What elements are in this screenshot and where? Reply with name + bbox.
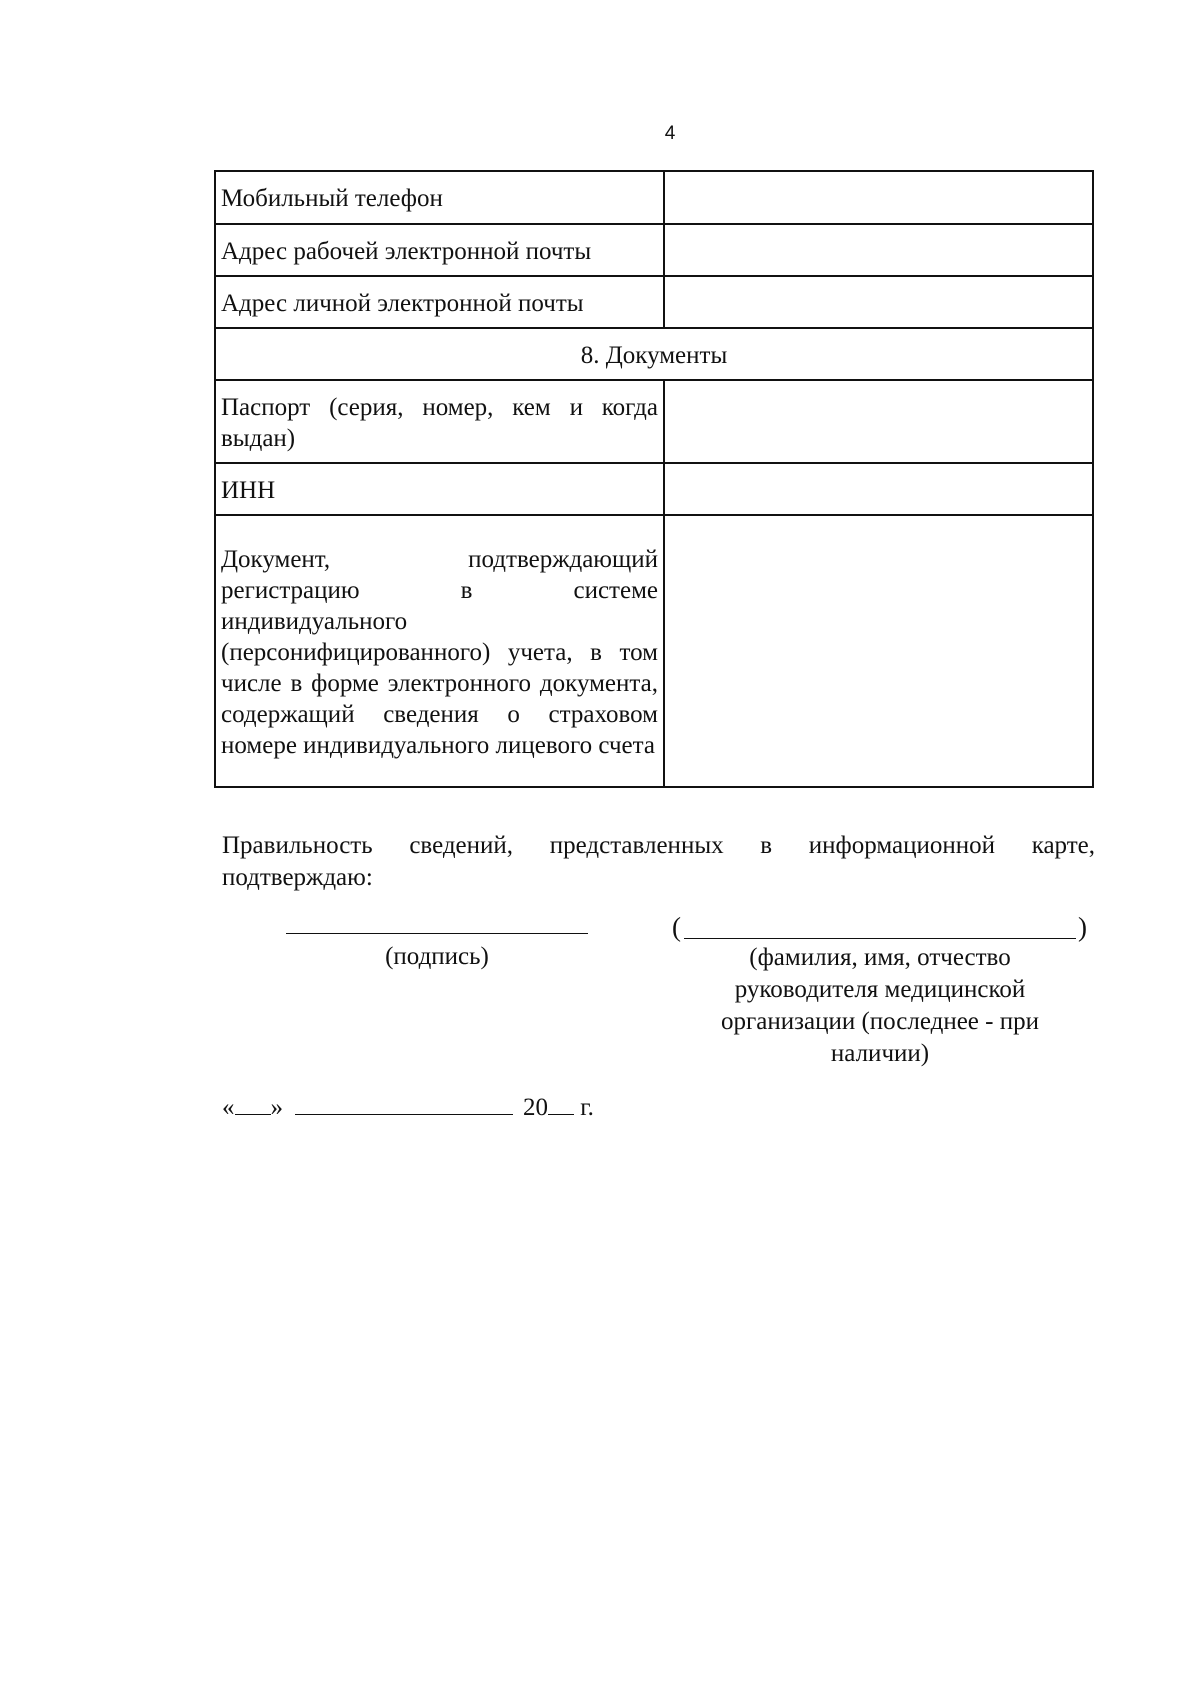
date-day-blank[interactable]: [235, 1092, 271, 1115]
info-card-table: [214, 170, 1094, 788]
date-month-blank[interactable]: [295, 1092, 513, 1115]
name-line[interactable]: [684, 938, 1076, 939]
date-row: [222, 1092, 594, 1122]
signature-caption: (подпись): [385, 943, 489, 970]
personal-email-label: Адрес личной электронной почты: [215, 276, 664, 328]
date-open-quote: «: [222, 1094, 235, 1121]
inn-label: ИНН: [215, 463, 664, 515]
mobile-phone-label: Мобильный телефон: [215, 171, 664, 224]
work-email-label: Адрес рабочей электронной почты: [215, 224, 664, 276]
date-year-blank[interactable]: [548, 1092, 574, 1115]
name-paren-close: ): [1078, 912, 1087, 942]
name-caption: (фамилия, имя, отчество руководителя медицинской организации (последнее - при наличии): [720, 944, 1039, 1067]
page-number: 4: [664, 123, 676, 144]
registration-document-label: Документ, подтверждающий регистрацию в системе индивидуального (персонифицированного) учета, в том числе в форме электронного документа, содержащий сведения о страховом номере индивидуального лицевого счета: [215, 515, 664, 787]
table-row: [215, 224, 1093, 276]
table-section-row: [215, 328, 1093, 380]
signature-line[interactable]: [286, 933, 588, 934]
passport-label: Паспорт (серия, номер, кем и когда выдан): [215, 380, 664, 463]
section-title-documents: 8. Документы: [215, 328, 1093, 380]
date-year-suffix: г.: [580, 1094, 594, 1121]
inn-value[interactable]: [664, 463, 1093, 515]
table-row: [215, 515, 1093, 787]
date-year-prefix: 20: [523, 1094, 548, 1121]
table-row: [215, 463, 1093, 515]
table-row: [215, 171, 1093, 224]
confirmation-text: Правильность сведений, представленных в информационной карте, подтверждаю:: [222, 832, 1095, 891]
mobile-phone-value[interactable]: [664, 171, 1093, 224]
table-row: [215, 380, 1093, 463]
name-paren-open: (: [672, 912, 681, 942]
date-close-quote: »: [270, 1094, 283, 1121]
work-email-value[interactable]: [664, 224, 1093, 276]
passport-value[interactable]: [664, 380, 1093, 463]
table-row: [215, 276, 1093, 328]
personal-email-value[interactable]: [664, 276, 1093, 328]
registration-document-value[interactable]: [664, 515, 1093, 787]
